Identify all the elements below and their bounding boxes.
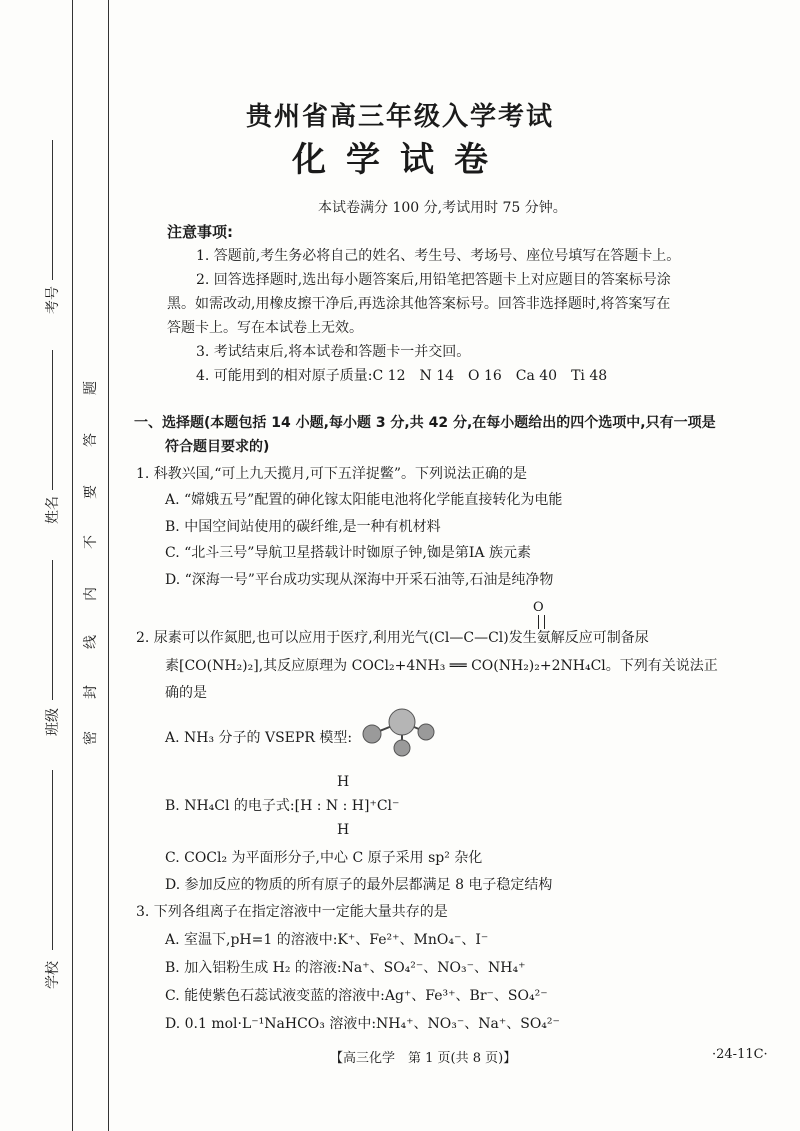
page-subtitle: 化学试卷 [292, 140, 508, 180]
seal-char: 要 [83, 485, 99, 499]
note-4: 4. 可能用到的相对原子质量:C 12 N 14 O 16 Ca 40 Ti 48 [196, 368, 608, 384]
vsepr-model-figure [358, 704, 458, 764]
q3-option-c: C. 能使紫色石蕊试液变蓝的溶液中:Ag⁺、Fe³⁺、Br⁻、SO₄²⁻ [165, 988, 548, 1004]
q2-option-c: C. COCl₂ 为平面形分子,中心 C 原子采用 sp² 杂化 [165, 850, 483, 866]
seal-char: 内 [83, 587, 99, 601]
electron-formula-bottom-h: H [337, 822, 350, 838]
section-heading-cont: 符合题目要求的) [165, 439, 270, 455]
q2-option-a: A. NH₃ 分子的 VSEPR 模型: [165, 730, 353, 746]
note-2c: 答题卡上。写在本试卷上无效。 [167, 320, 363, 336]
q1-stem: 1. 科教兴国,“可上九天揽月,可下五洋捉鳖”。下列说法正确的是 [136, 466, 528, 482]
q3-option-d: D. 0.1 mol·L⁻¹NaHCO₃ 溶液中:NH₄⁺、NO₃⁻、Na⁺、SO₄²⁻ [165, 1016, 560, 1032]
carbonyl-oxygen: O [533, 600, 544, 615]
q3-option-b: B. 加入铝粉生成 H₂ 的溶液:Na⁺、SO₄²⁻、NO₃⁻、NH₄⁺ [165, 960, 526, 976]
name-label: 姓名 [45, 496, 61, 524]
q2-stem-end: 确的是 [165, 685, 207, 701]
school-blank [52, 770, 53, 950]
page-title: 贵州省高三年级入学考试 [245, 102, 554, 132]
seal-char: 不 [83, 535, 99, 549]
notes-heading: 注意事项: [167, 223, 233, 241]
q3-option-a: A. 室温下,pH=1 的溶液中:K⁺、Fe²⁺、MnO₄⁻、I⁻ [165, 932, 489, 948]
q1-option-c: C. “北斗三号”导航卫星搭载计时铷原子钟,铷是第ⅠA 族元素 [165, 545, 531, 561]
q2-option-b: B. NH₄Cl 的电子式:[H : N : H]⁺Cl⁻ [165, 798, 400, 814]
q1-option-a: A. “嫦娥五号”配置的砷化镓太阳能电池将化学能直接转化为电能 [165, 492, 563, 508]
seal-char: 线 [83, 635, 99, 649]
exam-code: ·24-11C· [712, 1047, 768, 1062]
q3-stem: 3. 下列各组离子在指定溶液中一定能大量共存的是 [136, 904, 448, 920]
note-2b: 黑。如需改动,用橡皮擦干净后,再选涂其他答案标号。回答非选择题时,将答案写在 [167, 296, 671, 312]
q2-option-d: D. 参加反应的物质的所有原子的最外层都满足 8 电子稳定结构 [165, 877, 553, 893]
electron-formula-top-h: H [337, 774, 350, 790]
seal-char: 答 [83, 433, 99, 447]
class-blank [52, 560, 53, 700]
seal-char: 密 [83, 731, 99, 745]
note-2a: 2. 回答选择题时,选出每小题答案后,用铅笔把答题卡上对应题目的答案标号涂 [196, 272, 671, 288]
exam-number-label: 考号 [45, 286, 61, 314]
carbonyl-double-bond [538, 615, 545, 629]
class-label: 班级 [45, 708, 61, 736]
note-3: 3. 考试结束后,将本试卷和答题卡一并交回。 [196, 344, 471, 360]
section-heading: 一、选择题(本题包括 14 小题,每小题 3 分,共 42 分,在每小题给出的四个选项中,只有一项是 [134, 415, 716, 431]
exam-info: 本试卷满分 100 分,考试用时 75 分钟。 [318, 200, 567, 216]
note-1: 1. 答题前,考生务必将自己的姓名、考生号、考场号、座位号填写在答题卡上。 [196, 248, 681, 264]
seal-char: 题 [83, 381, 99, 395]
q1-option-b: B. 中国空间站使用的碳纤维,是一种有机材料 [165, 519, 441, 535]
q1-option-d: D. “深海一号”平台成功实现从深海中开采石油等,石油是纯净物 [165, 572, 554, 588]
q2-stem-cont: 素[CO(NH₂)₂],其反应原理为 COCl₂+4NH₃ ══ CO(NH₂)₂+2NH₄Cl。下列有关说法正 [165, 658, 718, 674]
page-number: 【高三化学 第 1 页(共 8 页)】 [330, 1051, 517, 1066]
name-blank [52, 350, 53, 490]
school-label: 学校 [45, 961, 61, 989]
q2-stem: 2. 尿素可以作氮肥,也可以应用于医疗,利用光气(Cl—C—Cl)发生氨解反应可制备尿 [136, 630, 649, 646]
seal-char: 封 [83, 685, 99, 699]
